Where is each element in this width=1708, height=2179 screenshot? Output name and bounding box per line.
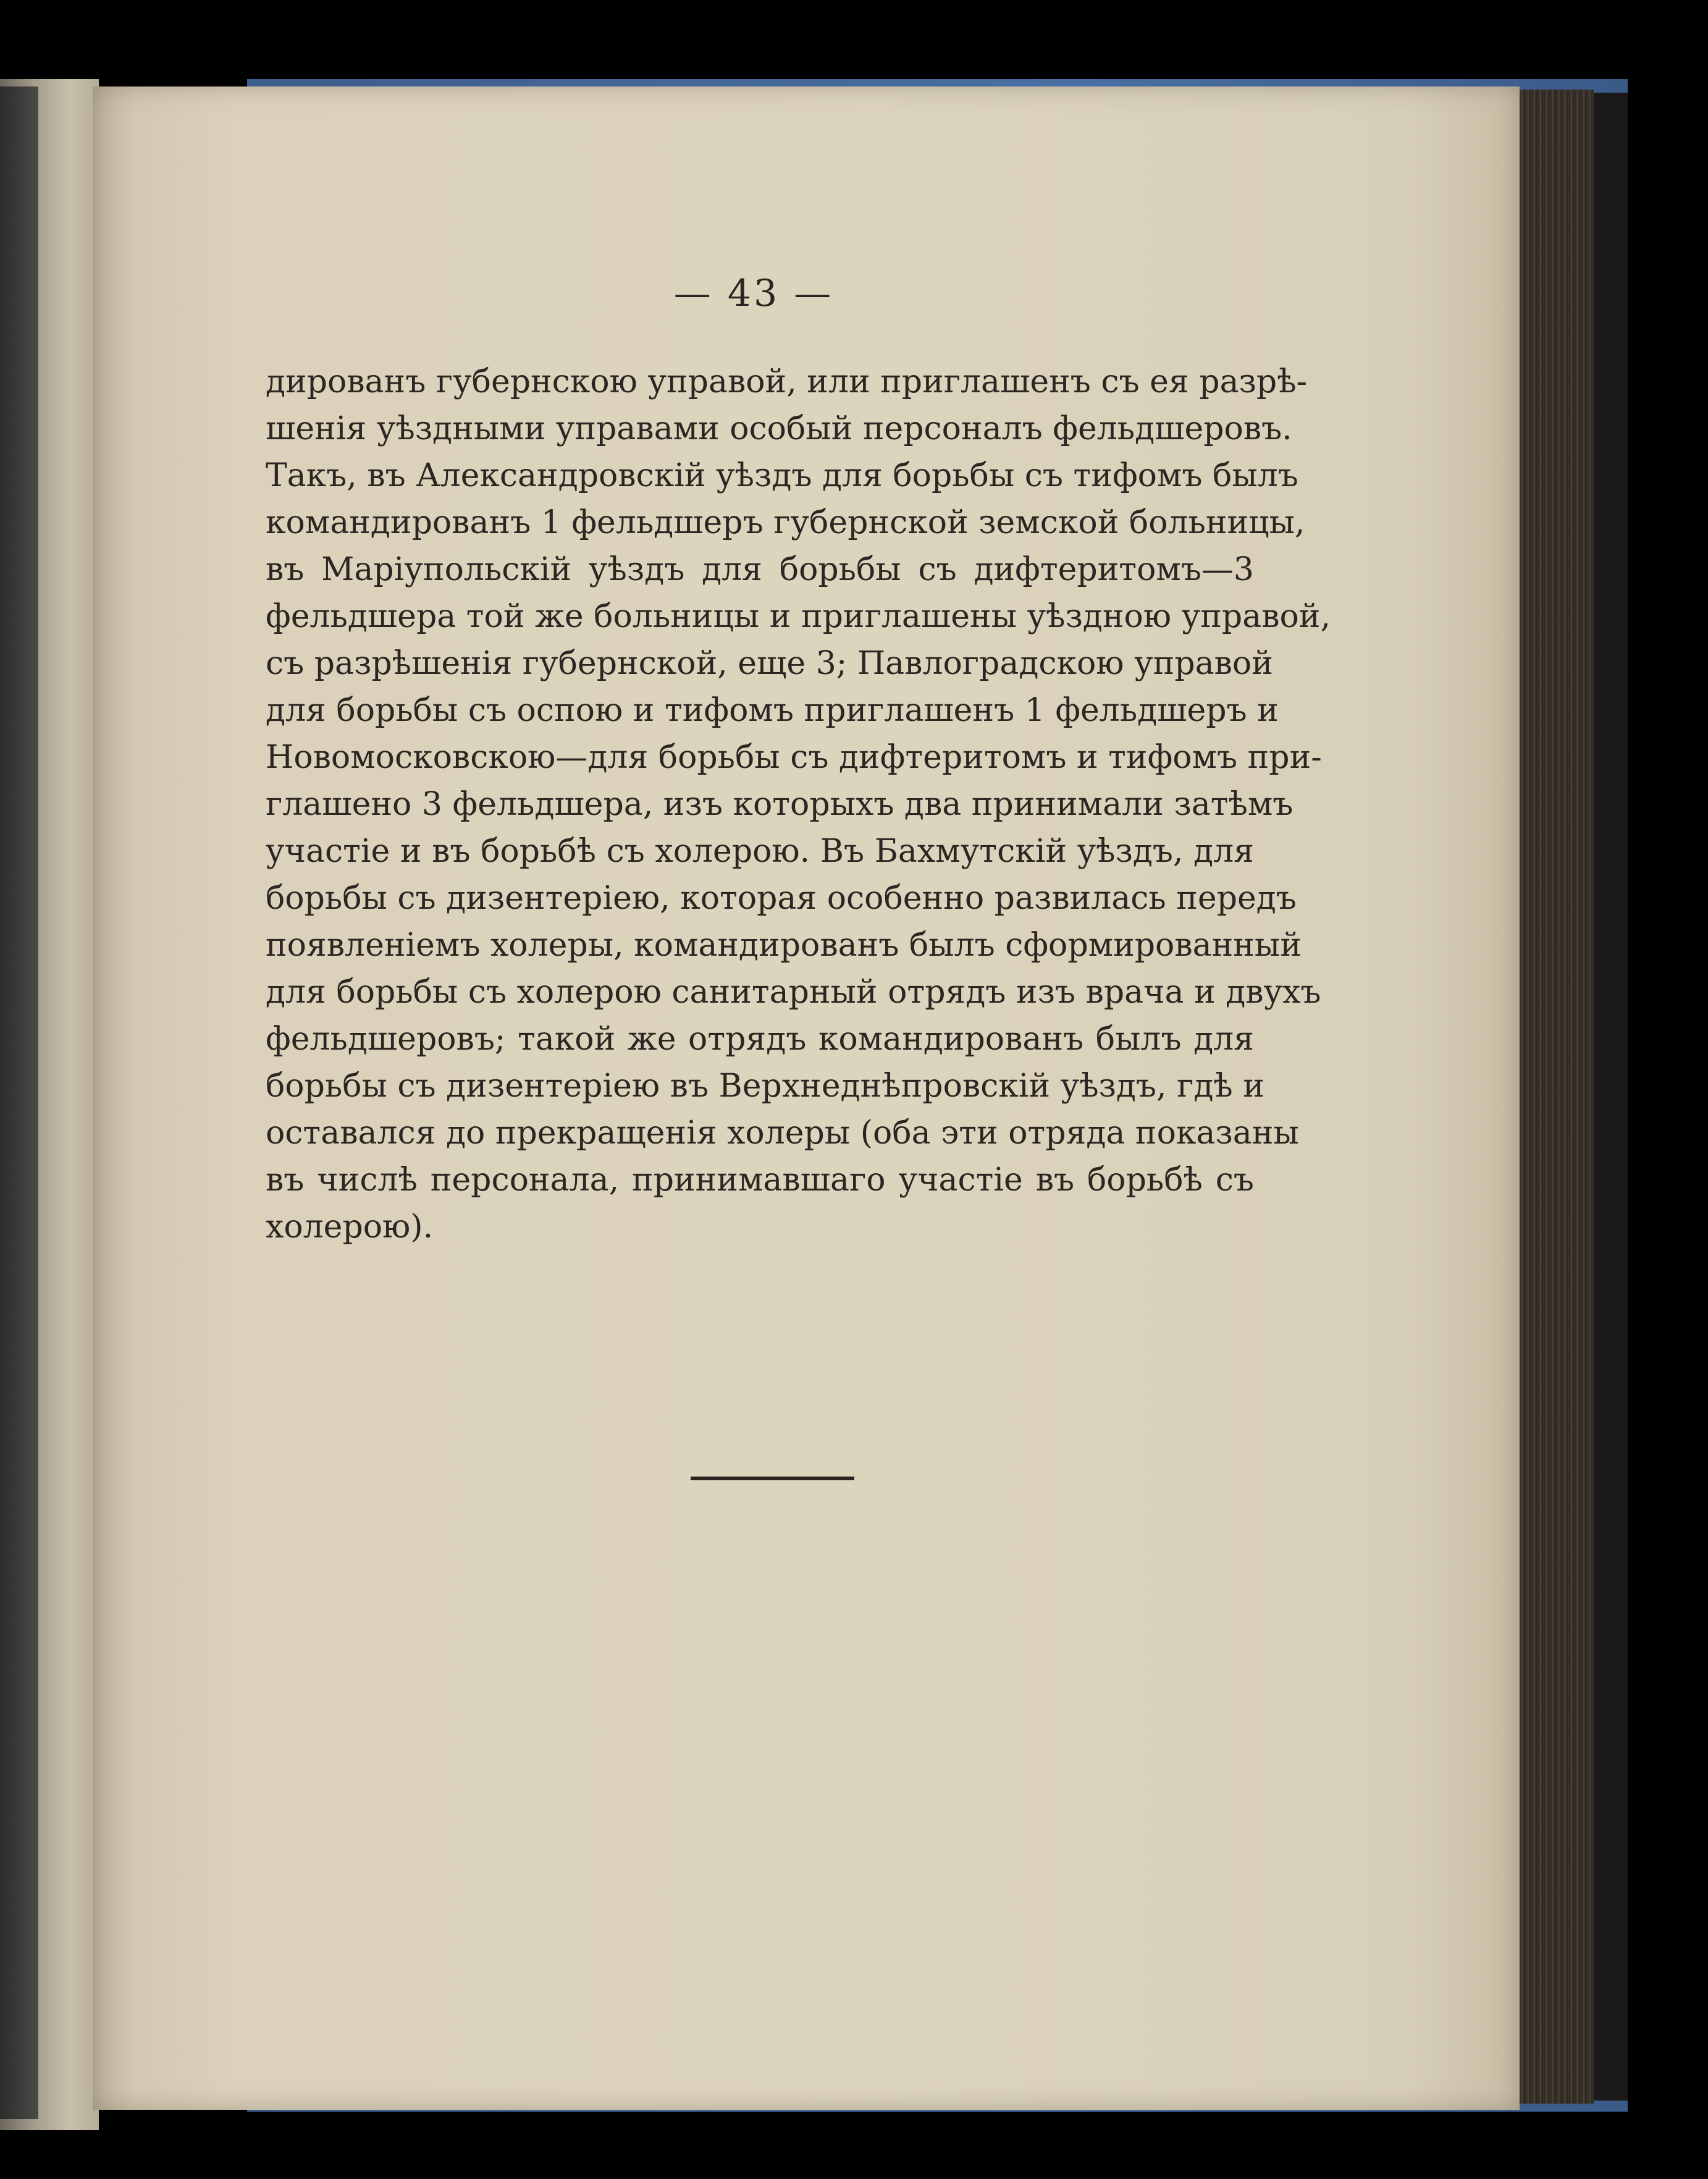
text-line: для борьбы съ оспою и тифомъ приглашенъ 1 фельдшеръ и — [266, 692, 1279, 729]
text-line: фельдшера той же больницы и приглашены уѣздною управой, — [266, 598, 1331, 635]
book-spine-edge — [0, 86, 38, 2119]
text-line: дированъ губернскою управой, или приглашенъ съ ея разрѣ- — [266, 363, 1308, 400]
text-line: борьбы съ дизентеріею, которая особенно развилась передъ — [266, 880, 1297, 917]
text-line: участіе и въ борьбѣ съ холерою. Въ Бахмутскій уѣздъ, для — [266, 833, 1254, 870]
text-line: появленіемъ холеры, командированъ былъ сформированный — [266, 927, 1302, 964]
text-line: глашено 3 фельдшера, изъ которыхъ два принимали затѣмъ — [266, 786, 1294, 823]
page-block-edge — [1520, 90, 1594, 2104]
text-line: въ Маріупольскій уѣздъ для борьбы съ дифтеритомъ—3 — [266, 551, 1254, 588]
text-line: съ разрѣшенія губернской, еще 3; Павлоградскою управой — [266, 645, 1273, 682]
text-line: Новомосковскою—для борьбы съ дифтеритомъ и тифомъ при- — [266, 739, 1322, 776]
text-line: фельдшеровъ; такой же отрядъ командированъ былъ для — [266, 1021, 1254, 1058]
page-number: — 43 — — [673, 272, 834, 315]
text-line: командированъ 1 фельдшеръ губернской земской больницы, — [266, 504, 1305, 541]
text-line: для борьбы съ холерою санитарный отрядъ изъ врача и двухъ — [266, 974, 1321, 1011]
text-line: въ числѣ персонала, принимавшаго участіе въ борьбѣ съ — [266, 1161, 1254, 1199]
text-line: оставался до прекращенія холеры (оба эти отряда показаны — [266, 1115, 1299, 1152]
text-line: холерою). — [266, 1208, 434, 1245]
text-line: борьбы съ дизентеріею въ Верхнеднѣпровскій уѣздъ, гдѣ и — [266, 1068, 1264, 1105]
text-line: Такъ, въ Александровскій уѣздъ для борьбы съ тифомъ былъ — [266, 457, 1298, 494]
end-rule — [691, 1477, 854, 1480]
cover-edge — [1594, 93, 1628, 2101]
text-line: шенія уѣздными управами особый персоналъ фельдшеровъ. — [266, 410, 1292, 447]
